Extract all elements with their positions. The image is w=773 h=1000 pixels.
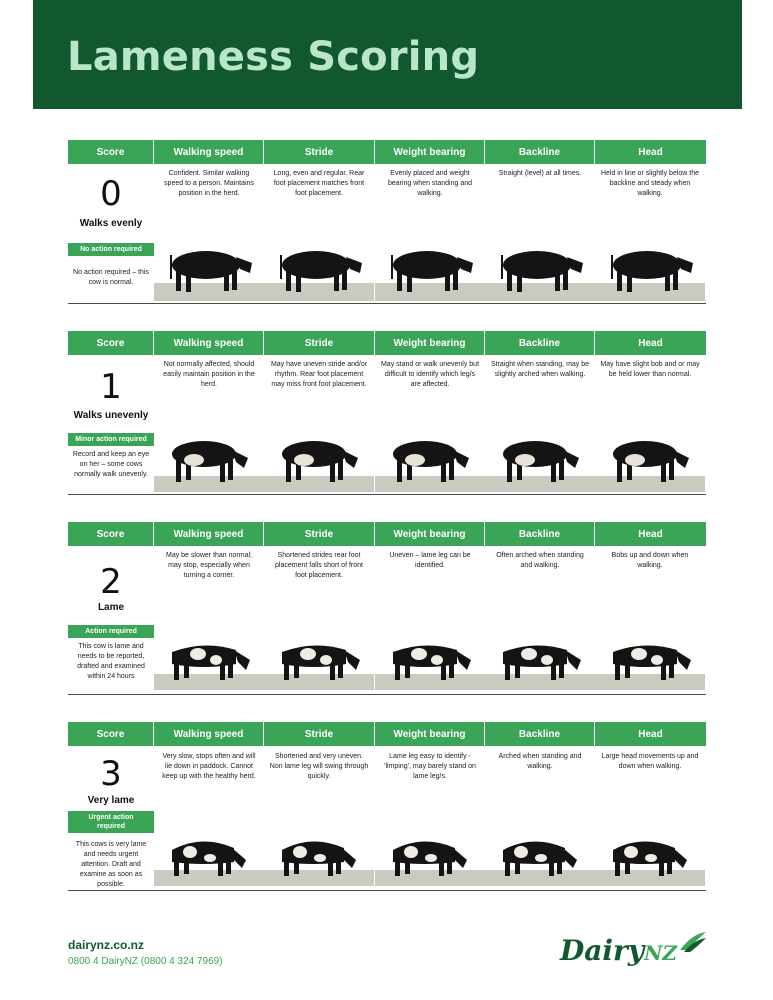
score-number: 3 xyxy=(100,754,122,794)
action-badge: Urgent action required xyxy=(68,811,154,833)
dairynz-logo xyxy=(560,930,710,974)
cow-photo xyxy=(595,630,705,690)
backline-desc: Straight (level) at all times. xyxy=(498,170,582,177)
phone-number: 0800 4 DairyNZ (0800 4 324 7969) xyxy=(68,956,223,967)
cow-photo xyxy=(154,630,264,690)
logo-main-text: Dairy xyxy=(560,934,645,967)
col-weight-bearing-header: Weight bearing xyxy=(375,140,485,164)
cow-photo xyxy=(264,432,374,492)
col-score-header: Score xyxy=(68,722,154,746)
cow-photo xyxy=(264,241,374,301)
cow-photo xyxy=(595,432,705,492)
cow-photo xyxy=(375,630,485,690)
col-weight-bearing-header: Weight bearing xyxy=(375,522,485,546)
walking-speed-desc: Not normally affected, should easily maintain position in the herd. xyxy=(163,361,255,388)
cow-photo xyxy=(485,630,595,690)
col-head-header: Head xyxy=(638,337,663,349)
header-row xyxy=(68,331,706,355)
col-stride-header: Stride xyxy=(264,522,375,546)
action-note: This cow is lame and needs to be reported, drafted and examined within 24 hours xyxy=(77,643,145,680)
action-note: This cows is very lame and needs urgent attention. Draft and examine as soon as possible. xyxy=(75,841,147,888)
weight-bearing-desc: Evenly placed and weight bearing when standing and walking. xyxy=(387,170,473,197)
col-head-header: Head xyxy=(638,528,663,540)
cow-photo xyxy=(595,826,705,886)
action-badge: No action required xyxy=(68,243,154,256)
cow-photo xyxy=(485,241,595,301)
score-label: Very lame xyxy=(87,795,135,806)
col-weight-bearing-header: Weight bearing xyxy=(375,331,485,355)
stride-desc: Shortened and very uneven. Non lame leg will swing through quickly. xyxy=(269,753,369,780)
cow-photo xyxy=(264,826,374,886)
score-label: Lame xyxy=(97,602,125,613)
action-note: Record and keep an eye on her – some cows normally walk unevenly. xyxy=(72,451,150,478)
score-number: 1 xyxy=(100,367,122,407)
score-label: Walks unevenly xyxy=(73,410,149,421)
col-stride-header: Stride xyxy=(264,331,375,355)
col-walking-speed-header: Walking speed xyxy=(154,522,264,546)
col-walking-speed-header: Walking speed xyxy=(154,722,264,746)
stride-desc: Long, even and regular. Rear foot placement matches front foot placement. xyxy=(273,170,365,197)
title-banner xyxy=(33,0,742,109)
action-badge: Action required xyxy=(68,625,154,638)
col-score-header: Score xyxy=(68,522,154,546)
cow-photo xyxy=(375,241,485,301)
score-section-0 xyxy=(68,140,706,304)
walking-speed-desc: May be slower than normal; may stop, especially when turning a corner. xyxy=(166,552,252,579)
cow-photo xyxy=(154,432,264,492)
cow-photo xyxy=(375,826,485,886)
header-row xyxy=(68,140,706,164)
stride-desc: Shortened strides rear foot placement falls short of front foot placement. xyxy=(275,552,363,579)
head-desc: Large head movements up and down when walking. xyxy=(601,753,699,770)
website-link[interactable]: dairynz.co.nz xyxy=(68,938,145,952)
cow-photo xyxy=(485,432,595,492)
weight-bearing-desc: May stand or walk unevenly but difficult to identify which leg/s are affected. xyxy=(380,361,480,388)
col-stride-header: Stride xyxy=(264,140,375,164)
score-section-3 xyxy=(68,722,706,891)
col-head-header: Head xyxy=(638,728,663,740)
col-backline-header: Backline xyxy=(485,331,595,355)
leaf-icon xyxy=(678,930,708,954)
header-row xyxy=(68,522,706,546)
backline-desc: Often arched when standing and walking. xyxy=(496,552,584,569)
cow-photo xyxy=(485,826,595,886)
action-note: No action required – this cow is normal. xyxy=(73,269,149,286)
cow-photo xyxy=(154,826,264,886)
cow-photo xyxy=(595,241,705,301)
score-number: 0 xyxy=(100,174,122,214)
score-label: Walks evenly xyxy=(79,218,143,229)
col-backline-header: Backline xyxy=(485,140,595,164)
walking-speed-desc: Confident. Similar walking speed to a person. Maintains position in the herd. xyxy=(164,170,254,197)
col-score-header: Score xyxy=(68,331,154,355)
score-number: 2 xyxy=(100,562,122,602)
col-head-header: Head xyxy=(638,146,663,158)
stride-desc: May have uneven stride and/or rhythm. Rear foot placement may miss front foot placement. xyxy=(270,361,368,388)
logo-nz-text: NZ xyxy=(644,941,677,965)
page-title: Lameness Scoring xyxy=(67,34,480,80)
score-section-2 xyxy=(68,522,706,695)
cow-photo xyxy=(154,241,264,301)
score-section-1 xyxy=(68,331,706,495)
walking-speed-desc: Very slow, stops often and will lie down in paddock. Cannot keep up with the healthy herd. xyxy=(162,753,256,780)
cow-photo xyxy=(375,432,485,492)
cow-photo xyxy=(264,630,374,690)
action-badge: Minor action required xyxy=(68,433,154,446)
weight-bearing-desc: Lame leg easy to identify - 'limping', may barely stand on lame leg/s. xyxy=(384,753,476,780)
col-score-header: Score xyxy=(68,140,154,164)
backline-desc: Straight when standing, may be slightly arched when walking. xyxy=(490,361,590,378)
logo-wordmark xyxy=(560,934,677,967)
backline-desc: Arched when standing and walking. xyxy=(498,753,582,770)
header-row xyxy=(68,722,706,746)
weight-bearing-desc: Uneven – lame leg can be identified. xyxy=(389,552,471,569)
col-walking-speed-header: Walking speed xyxy=(154,140,264,164)
col-stride-header: Stride xyxy=(264,722,375,746)
head-desc: Bobs up and down when walking. xyxy=(611,552,689,569)
col-weight-bearing-header: Weight bearing xyxy=(375,722,485,746)
col-backline-header: Backline xyxy=(485,722,595,746)
head-desc: Held in line or slightly below the backline and steady when walking. xyxy=(600,170,700,197)
col-walking-speed-header: Walking speed xyxy=(154,331,264,355)
head-desc: May have slight bob and or may be held lower than normal. xyxy=(600,361,700,378)
col-backline-header: Backline xyxy=(485,522,595,546)
